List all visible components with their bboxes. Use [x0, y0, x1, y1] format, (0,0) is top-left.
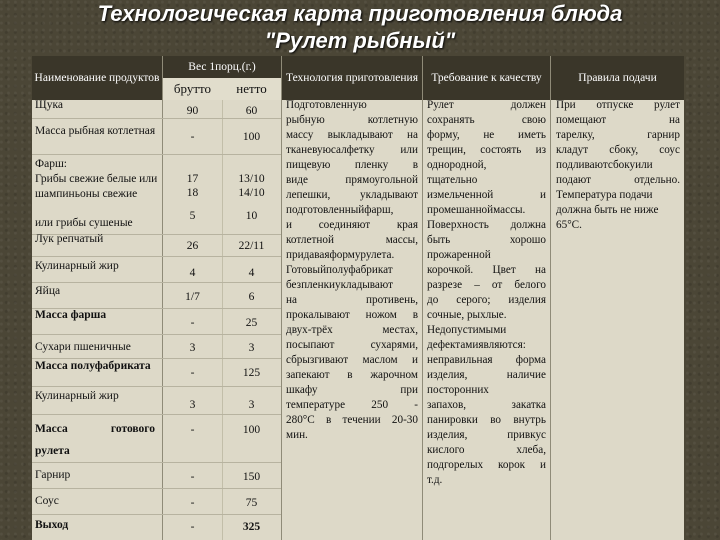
quality-line: дефектамиявляются: [427, 339, 526, 351]
quality-line: корочкой. Цвет на [427, 264, 546, 276]
divider [32, 118, 281, 119]
netto-value: 10 [245, 210, 258, 222]
brutto-value: 18 [186, 187, 199, 199]
quality-line: изделия, привкус [427, 429, 546, 441]
header-product-name: Наименование продуктов [32, 56, 162, 100]
brutto-value: 17 [186, 173, 199, 185]
netto-value: 3 [248, 342, 255, 354]
title-line-1: Технологическая карта приготовления блюда [97, 1, 623, 26]
technology-line: и соединяют края [286, 219, 418, 231]
header-serving: Правила подачи [551, 56, 684, 100]
divider [32, 414, 281, 415]
title-line-2: "Рулет рыбный" [264, 28, 456, 53]
quality-line: измельченной и [427, 189, 546, 201]
product-name: Масса рыбная котлетная [35, 125, 156, 137]
serving-line: При отпуске рулет [556, 99, 680, 111]
technology-line: 280°С в течении 20-30 [286, 414, 418, 426]
brutto-value: - [190, 424, 195, 436]
technology-line: котлетной массы, [286, 234, 418, 246]
quality-line: посторонних [427, 384, 489, 396]
brutto-value: 1/7 [185, 291, 200, 303]
quality-line: быть хорошо [427, 234, 546, 246]
quality-line: прожаренной [427, 249, 491, 261]
divider [32, 256, 281, 257]
header-quality: Требование к качеству [423, 56, 550, 100]
brutto-value: 3 [189, 399, 196, 411]
product-name: Щука [35, 99, 64, 111]
divider [422, 56, 423, 540]
divider [32, 462, 281, 463]
product-name: Кулинарный жир [35, 260, 119, 272]
technology-line: рыбную котлетную [286, 114, 418, 126]
product-name: Лук репчатый [35, 233, 104, 245]
technology-line: двух-трёх местах, [286, 324, 418, 336]
technology-line: запекают в жарочном [286, 369, 418, 381]
brutto-value: - [190, 521, 195, 533]
netto-value: 60 [245, 105, 258, 117]
serving-line: тарелку, гарнир [556, 129, 680, 141]
quality-line: Рулет должен [427, 99, 546, 111]
technology-line: посыпают сухарями, [286, 339, 418, 351]
brutto-value: 3 [189, 342, 196, 354]
technology-line: прокалывают ножом в [286, 309, 418, 321]
divider [32, 334, 281, 335]
technology-line: шкафу при [286, 384, 418, 396]
netto-value: 75 [245, 497, 258, 509]
netto-value: 3 [248, 399, 255, 411]
serving-line: подливаютсбокуили [556, 159, 653, 171]
brutto-value: 4 [189, 267, 196, 279]
quality-line: до серого; изделия [427, 294, 546, 306]
product-name: Масса фарша [35, 309, 107, 321]
netto-value: 13/10 [238, 173, 265, 185]
divider [550, 56, 551, 540]
page-title [0, 0, 720, 54]
quality-line: неправильная форма [427, 354, 546, 366]
quality-line: панировки во внутрь [427, 414, 546, 426]
divider [281, 56, 282, 540]
technology-line: придаваяформурулета. [286, 249, 395, 261]
product-name: Кулинарный жир [35, 390, 119, 402]
product-name: или грибы сушеные [35, 217, 133, 229]
netto-value: 4 [248, 267, 255, 279]
product-name-part: Масса [35, 423, 68, 435]
divider [32, 386, 281, 387]
header-netto: нетто [222, 78, 282, 100]
quality-line: промешанноймассы. [427, 204, 526, 216]
serving-line: кладут сбоку, соус [556, 144, 680, 156]
serving-line: подают отдельно. [556, 174, 680, 186]
quality-line: сочные, рыхлые. [427, 309, 507, 321]
serving-line: помещают на [556, 114, 680, 126]
brutto-value: - [190, 131, 195, 143]
netto-value: 325 [242, 521, 261, 533]
technology-line: температуре 250 - [286, 399, 418, 411]
product-name-part: готового [110, 423, 155, 435]
netto-value: 14/10 [238, 187, 265, 199]
brutto-value: 90 [186, 105, 199, 117]
netto-value: 125 [242, 367, 261, 379]
quality-line: изделия, наличие [427, 369, 546, 381]
quality-line: кислого хлеба, [427, 444, 546, 456]
product-name: Соус [35, 495, 59, 507]
technology-line: Подготовленную [286, 99, 367, 111]
quality-line: трещин, состоять из [427, 144, 546, 156]
netto-value: 25 [245, 317, 258, 329]
netto-value: 150 [242, 471, 261, 483]
netto-value: 100 [242, 424, 261, 436]
product-name: Сухари пшеничные [35, 341, 131, 353]
brutto-value: - [190, 497, 195, 509]
netto-value: 6 [248, 291, 255, 303]
divider [32, 154, 281, 155]
product-name: Гарнир [35, 469, 71, 481]
quality-line: тщательно [427, 174, 478, 186]
technology-line: виде прямоугольной [286, 174, 418, 186]
technology-line: подготовленныйфарш, [286, 204, 394, 216]
quality-line: Поверхность должна [427, 219, 546, 231]
technology-line: на противень, [286, 294, 418, 306]
quality-line: форму, не иметь [427, 129, 546, 141]
quality-line: подгорелых корок и [427, 459, 546, 471]
technology-line: сбрызгивают маслом и [286, 354, 418, 366]
header-technology: Технология приготовления [282, 56, 422, 100]
quality-line: запахов, закатка [427, 399, 546, 411]
technology-line: безпленкиукладывают [286, 279, 393, 291]
brutto-value: 26 [186, 240, 199, 252]
serving-line: Температура подачи [556, 189, 653, 201]
quality-line: разрезе – от белого [427, 279, 546, 291]
technology-line: массу выкладывают на [286, 129, 418, 141]
brutto-value: - [190, 317, 195, 329]
quality-line: т.д. [427, 474, 443, 486]
brutto-value: - [190, 367, 195, 379]
technology-line: Готовыйполуфабрикат [286, 264, 393, 276]
technology-line: лепешки, укладывают [286, 189, 418, 201]
quality-line: Недопустимыми [427, 324, 507, 336]
technology-line: тканевуюсалфетку или [286, 144, 418, 156]
brutto-value: 5 [189, 210, 196, 222]
brutto-value: - [190, 471, 195, 483]
product-name: рулета [35, 445, 70, 457]
product-name: Грибы свежие белые или шампиньоны свежие [35, 173, 158, 200]
header-weight: Вес 1порц.(г.) [163, 56, 281, 78]
divider [32, 282, 281, 283]
product-name: Фарш: [35, 158, 67, 170]
product-name: Масса полуфабриката [35, 360, 151, 372]
serving-line: 65°С. [556, 219, 582, 231]
serving-line: должна быть не ниже [556, 204, 659, 216]
divider [32, 488, 281, 489]
technology-line: мин. [286, 429, 308, 441]
technology-line: пищевую пленку в [286, 159, 418, 171]
product-name: Яйца [35, 285, 61, 297]
product-name: Выход [35, 519, 69, 531]
quality-line: сохранять свою [427, 114, 546, 126]
tech-card-table [32, 56, 684, 540]
divider [32, 514, 281, 515]
product-name [35, 422, 155, 437]
netto-value: 100 [242, 131, 261, 143]
quality-line: однородной, [427, 159, 487, 171]
netto-value: 22/11 [238, 240, 265, 252]
header-brutto: брутто [163, 78, 223, 100]
